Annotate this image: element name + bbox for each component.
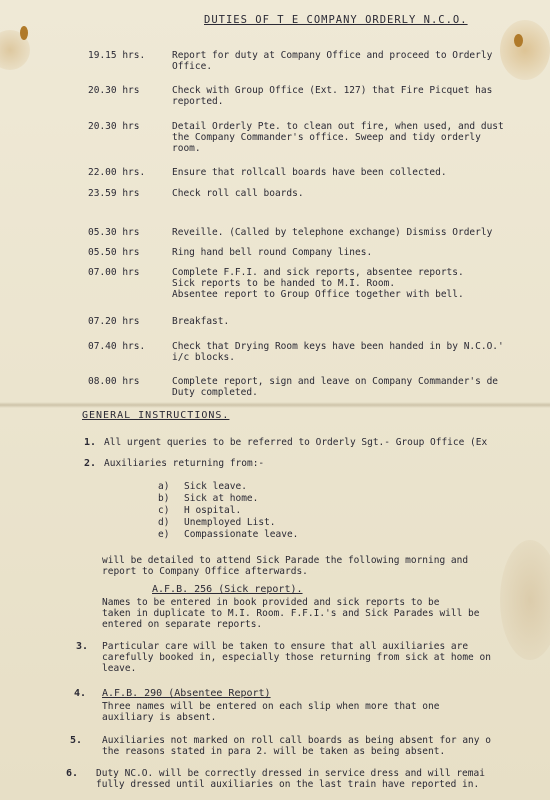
schedule-text: Check that Drying Room keys have been handed in by N.C.O.' i/c blocks. — [172, 341, 504, 363]
schedule-time: 20.30 hrs — [88, 121, 140, 132]
list-letter: b) — [158, 493, 170, 504]
paragraph-text: Auxiliaries returning from:- — [104, 458, 265, 469]
schedule-text: Detail Orderly Pte. to clean out fire, when used, and dust the Company Commander's office. Sweep and tidy orderly room. — [172, 121, 504, 154]
schedule-text: Report for duty at Company Office and proceed to Orderly Office. — [172, 50, 493, 72]
schedule-time: 05.50 hrs — [88, 247, 140, 258]
list-letter: c) — [158, 505, 170, 516]
list-text: Sick leave. — [184, 481, 247, 492]
paragraph-text: Duty NC.O. will be correctly dressed in service dress and will remai fully dressed until auxiliaries on the last train have reported in. — [96, 768, 485, 790]
list-item — [158, 481, 247, 492]
paragraph-text: All urgent queries to be referred to Orderly Sgt.- Group Office (Ex — [104, 437, 488, 448]
paragraph-number: 5. — [70, 735, 83, 746]
schedule-time: 20.30 hrs — [88, 85, 140, 96]
paragraph-number: 2. — [84, 458, 97, 469]
schedule-time: 07.00 hrs — [88, 267, 140, 278]
schedule-text: Reveille. (Called by telephone exchange) Dismiss Orderly — [172, 227, 493, 238]
list-item — [158, 529, 298, 540]
schedule-time: 08.00 hrs — [88, 376, 140, 387]
schedule-text: Complete F.F.I. and sick reports, absentee reports. Sick reports to be handed to M.I. Room. Absentee report to Group Office together with bell. — [172, 267, 464, 300]
form-heading: A.F.B. 256 (Sick report). — [152, 584, 303, 595]
schedule-text: Breakfast. — [172, 316, 230, 327]
paragraph-number: 6. — [66, 768, 79, 779]
schedule-time: 22.00 hrs. — [88, 167, 146, 178]
paragraph-text: Three names will be entered on each slip when more that one auxiliary is absent. — [102, 701, 440, 723]
paragraph-number: 3. — [76, 641, 89, 652]
paragraph-text: Names to be entered in book provided and sick reports to be taken in duplicate to M.I. Room. F.F.I.'s and Sick Parades will be entered on separate reports. — [102, 597, 480, 630]
list-letter: a) — [158, 481, 170, 492]
paragraph-text: will be detailed to attend Sick Parade the following morning and report to Company Office afterwards. — [102, 555, 469, 577]
pin-hole-icon — [514, 34, 523, 47]
paragraph-number: 4. — [74, 688, 87, 699]
schedule-text: Complete report, sign and leave on Company Commander's de Duty completed. — [172, 376, 499, 398]
document-title: DUTIES OF T E COMPANY ORDERLY N.C.O. — [204, 14, 468, 26]
list-text: Compassionate leave. — [184, 529, 299, 540]
list-item — [158, 505, 241, 516]
schedule-text: Check roll call boards. — [172, 188, 304, 199]
form-heading: A.F.B. 290 (Absentee Report) — [102, 688, 271, 699]
paper-fold — [0, 402, 550, 408]
schedule-text: Ring hand bell round Company lines. — [172, 247, 373, 258]
general-instructions-heading: GENERAL INSTRUCTIONS. — [82, 410, 230, 421]
schedule-text: Ensure that rollcall boards have been collected. — [172, 167, 447, 178]
list-letter: d) — [158, 517, 170, 528]
schedule-time: 05.30 hrs — [88, 227, 140, 238]
paragraph-number: 1. — [84, 437, 97, 448]
schedule-text: Check with Group Office (Ext. 127) that Fire Picquet has reported. — [172, 85, 493, 107]
schedule-time: 07.20 hrs — [88, 316, 140, 327]
list-item — [158, 493, 258, 504]
list-text: Sick at home. — [184, 493, 259, 504]
list-text: Unemployed List. — [184, 517, 276, 528]
paragraph-text: Auxiliaries not marked on roll call boards as being absent for any o the reasons stated in para 2. will be taken as being absent. — [102, 735, 491, 757]
schedule-time: 23.59 hrs — [88, 188, 140, 199]
paragraph-text: Particular care will be taken to ensure that all auxiliaries are carefully booked in, especially those returning from sick at home on leave. — [102, 641, 491, 674]
pin-hole-icon — [20, 26, 28, 40]
list-text: H ospital. — [184, 505, 242, 516]
list-item — [158, 517, 276, 528]
schedule-time: 07.40 hrs. — [88, 341, 146, 352]
list-letter: e) — [158, 529, 170, 540]
schedule-time: 19.15 hrs. — [88, 50, 146, 61]
